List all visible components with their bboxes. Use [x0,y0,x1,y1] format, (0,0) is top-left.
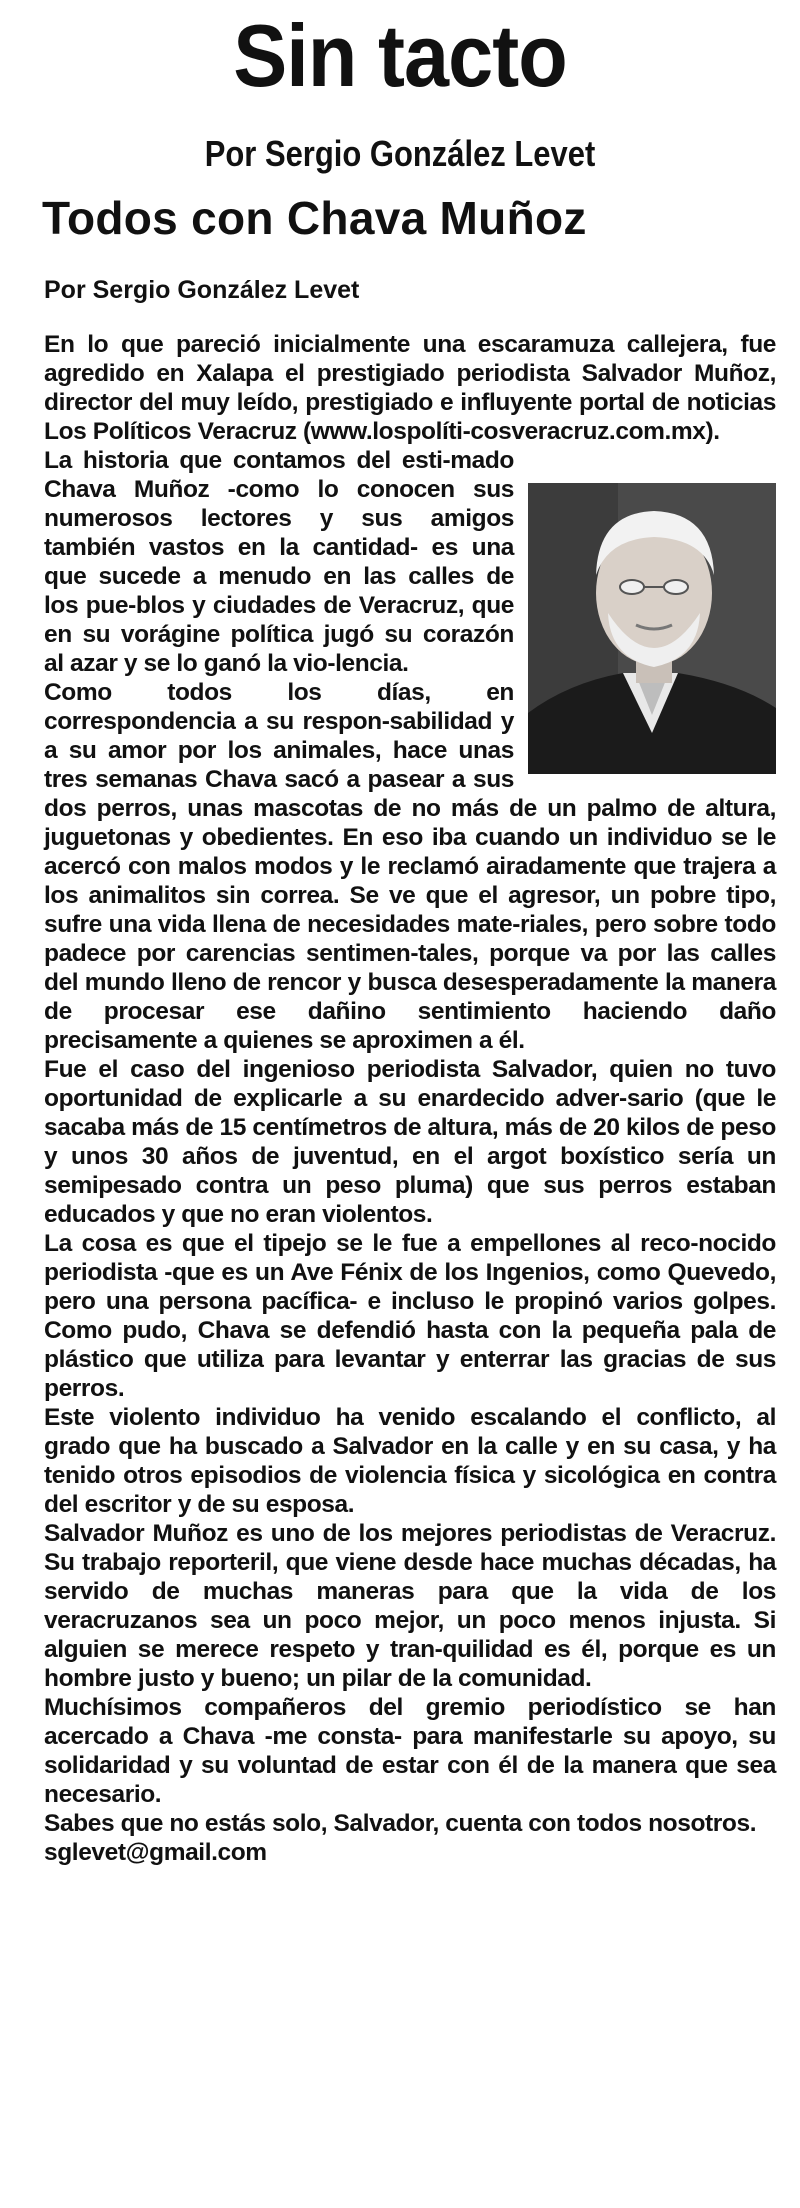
paragraph-4: Fue el caso del ingenioso periodista Salvador, quien no tuvo oportunidad de explicarle a su enardecido adver-sario (que le sacaba más de 15 centímetros de altura, más de 20 kilos de peso y unos 30 años de juventud, en el argot boxístico sería un semipesado contra un peso pluma) que sus perros estaban educados y que no eran violentos. [44,1056,776,1228]
author-email[interactable]: sglevet@gmail.com [44,1839,267,1866]
paragraph-1: En lo que pareció inicialmente una escaramuza callejera, fue agredido en Xalapa el prestigiado periodista Salvador Muñoz, director del muy leído, prestigiado e influyente portal de noticias Los Políticos Veracruz (www.lospolíti-cosveracruz.com.mx). [44,331,776,445]
column-byline: Por Sergio González Levet [204,133,596,174]
author-photo [528,483,776,774]
article-byline: Por Sergio González Levet [44,276,360,304]
paragraph-7: Salvador Muñoz es uno de los mejores periodistas de Veracruz. Su trabajo reporteril, que viene desde hace muchas décadas, ha servido de muchas maneras para que la vida de los veracruzanos sea un poco mejor, un poco menos injusta. Si alguien se merece respeto y tran-quilidad es él, porque es un hombre justo y bueno; un pilar de la comunidad. [44,1520,776,1692]
paragraph-9: Sabes que no estás solo, Salvador, cuenta con todos nosotros. [44,1810,757,1837]
column-title: Sin tacto [233,6,567,105]
portrait-illustration [528,483,776,774]
paragraph-6: Este violento individuo ha venido escalando el conflicto, al grado que ha buscado a Salvador en la calle y en su casa, y ha tenido otros episodios de violencia física y sicológica en contra del escritor y de su esposa. [44,1404,776,1518]
paragraph-3: Como todos los días, en correspondencia a su respon-sabilidad y a su amor por los animales, hace unas tres semanas Chava sacó a pasear a sus dos perros, unas mascotas de no más de un palmo de altura, juguetonas y obedientes. En eso iba cuando un individuo se le acercó con malos modos y le reclamó airadamente que trajera a los animalitos sin correa. Se ve que el agresor, un pobre tipo, sufre una vida llena de necesidades mate-riales, pero sobre todo padece por carencias sentimen-tales, porque va por las calles del mundo lleno de rencor y busca desesperadamente la manera de procesar ese dañino sentimiento haciendo daño precisamente a quienes se aproximen a él. [44,679,776,1054]
paragraph-2: La historia que contamos del esti-mado Chava Muñoz -como lo conocen sus numerosos lectores y sus amigos también vastos en la cantidad- es una que sucede a menudo en las calles de los pue-blos y ciudades de Veracruz, que en su vorágine política jugó su corazón al azar y se lo ganó la vio-lencia. [44,447,514,677]
article-headline: Todos con Chava Muñoz [42,192,587,244]
article-body [44,330,776,1867]
paragraph-8: Muchísimos compañeros del gremio periodístico se han acercado a Chava -me consta- para manifestarle su apoyo, su solidaridad y su voluntad de estar con él de la manera que sea necesario. [44,1694,776,1808]
paragraph-5: La cosa es que el tipejo se le fue a empellones al reco-nocido periodista -que es un Ave Fénix de los Ingenios, como Quevedo, pero una persona pacífica- e incluso le propinó varios golpes. Como pudo, Chava se defendió hasta con la pequeña pala de plástico que utiliza para levantar y enterrar las gracias de sus perros. [44,1230,776,1402]
